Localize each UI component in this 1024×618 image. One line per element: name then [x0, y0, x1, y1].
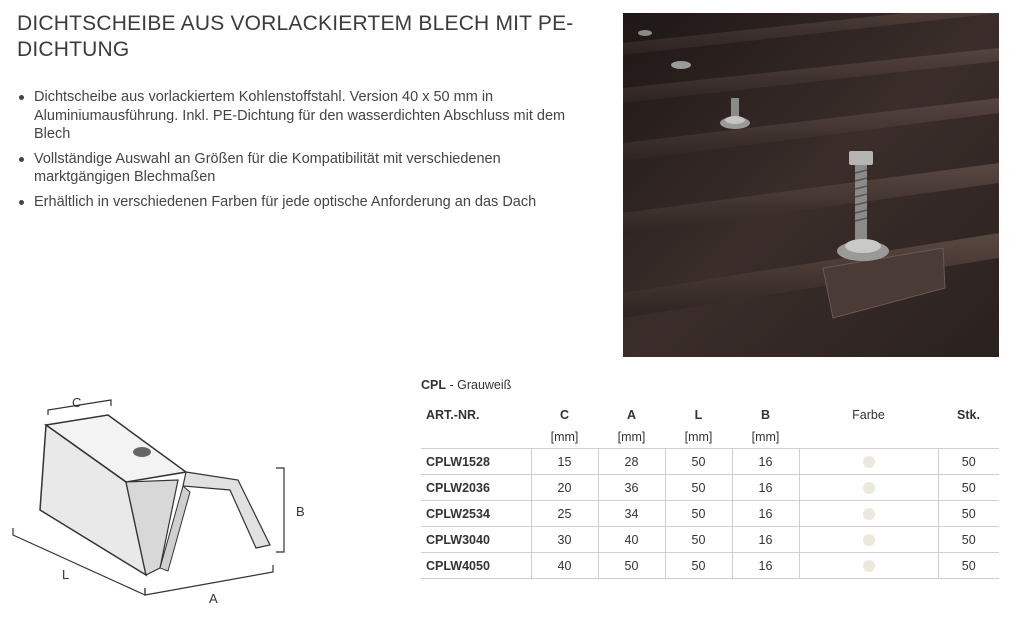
cell-l: 50: [665, 501, 732, 527]
cell-farbe: [799, 475, 938, 501]
roof-screw-photo: [623, 13, 999, 357]
table-caption: [421, 376, 999, 396]
cell-stk: 50: [938, 475, 999, 501]
col-header-a: A: [626, 407, 637, 422]
unit-cell: [mm]: [550, 430, 579, 444]
cell-farbe: [799, 501, 938, 527]
cell-artnr: CPLW3040: [421, 527, 531, 553]
unit-cell: [mm]: [617, 430, 646, 444]
bullet-icon: [19, 157, 24, 162]
dimension-diagram: [8, 390, 328, 605]
table-header-row: [421, 396, 999, 426]
cell-a: 36: [598, 475, 665, 501]
col-header-artnr: ART.-NR.: [426, 407, 480, 422]
washer-drawing: [8, 390, 328, 605]
cell-c: 15: [531, 449, 598, 475]
cell-artnr: CPLW1528: [421, 449, 531, 475]
product-table-section: [421, 376, 999, 579]
caption-code: CPL: [421, 378, 446, 392]
label-l: L: [62, 567, 70, 582]
unit-cell: [938, 426, 999, 449]
cell-a: 40: [598, 527, 665, 553]
unit-cell: [mm]: [684, 430, 713, 444]
cell-artnr: CPLW4050: [421, 553, 531, 579]
feature-list: [17, 88, 587, 217]
bullet-icon: [19, 200, 24, 205]
page-title: DICHTSCHEIBE AUS VORLACKIERTEM BLECH MIT PE-DICHTUNG: [17, 12, 574, 61]
cell-a: 50: [598, 553, 665, 579]
cell-c: 20: [531, 475, 598, 501]
cell-a: 34: [598, 501, 665, 527]
table-row: [421, 527, 999, 553]
table-row: [421, 475, 999, 501]
unit-cell: [421, 426, 531, 449]
cell-farbe: [799, 527, 938, 553]
unit-cell: [799, 426, 938, 449]
col-header-b: B: [760, 407, 771, 422]
color-swatch-icon: [863, 534, 875, 546]
color-swatch-icon: [863, 560, 875, 572]
cell-l: 50: [665, 449, 732, 475]
color-swatch-icon: [863, 456, 875, 468]
cell-c: 40: [531, 553, 598, 579]
cell-b: 16: [732, 475, 799, 501]
cell-stk: 50: [938, 501, 999, 527]
color-swatch-icon: [863, 482, 875, 494]
feature-text: Dichtscheibe aus vorlackiertem Kohlenstoffstahl. Version 40 x 50 mm in Aluminiumausführung. Inkl. PE-Dichtung für den wasserdichten Abschluss mit dem Blech: [34, 89, 566, 142]
cell-b: 16: [732, 449, 799, 475]
cell-stk: 50: [938, 527, 999, 553]
feature-text: Vollständige Auswahl an Größen für die Kompatibilität mit verschiedenen marktgängigen Blechmaßen: [34, 150, 501, 185]
cell-l: 50: [665, 553, 732, 579]
cell-b: 16: [732, 553, 799, 579]
cell-a: 28: [598, 449, 665, 475]
cell-l: 50: [665, 475, 732, 501]
feature-item: [17, 150, 587, 187]
feature-item: [17, 88, 587, 144]
col-header-c: C: [559, 407, 570, 422]
cell-l: 50: [665, 527, 732, 553]
feature-text: Erhältlich in verschiedenen Farben für jede optische Anforderung an das Dach: [34, 193, 537, 210]
table-row: [421, 449, 999, 475]
unit-cell: [mm]: [751, 430, 780, 444]
table-row: [421, 553, 999, 579]
table-units-row: [421, 426, 999, 449]
col-header-farbe: Farbe: [852, 407, 885, 422]
cell-b: 16: [732, 501, 799, 527]
cell-stk: 50: [938, 553, 999, 579]
cell-stk: 50: [938, 449, 999, 475]
cell-artnr: CPLW2036: [421, 475, 531, 501]
color-swatch-icon: [863, 508, 875, 520]
product-table: [421, 396, 999, 579]
caption-text: - Grauweiß: [446, 378, 512, 392]
label-a: A: [209, 591, 218, 605]
cell-b: 16: [732, 527, 799, 553]
cell-artnr: CPLW2534: [421, 501, 531, 527]
col-header-l: L: [694, 407, 703, 422]
label-c: C: [72, 395, 82, 410]
bullet-icon: [19, 95, 24, 100]
feature-item: [17, 193, 587, 212]
table-row: [421, 501, 999, 527]
col-header-stk: Stk.: [957, 407, 980, 422]
cell-c: 30: [531, 527, 598, 553]
cell-farbe: [799, 449, 938, 475]
cell-c: 25: [531, 501, 598, 527]
cell-farbe: [799, 553, 938, 579]
label-b: B: [296, 504, 305, 519]
product-photo: [623, 13, 999, 357]
